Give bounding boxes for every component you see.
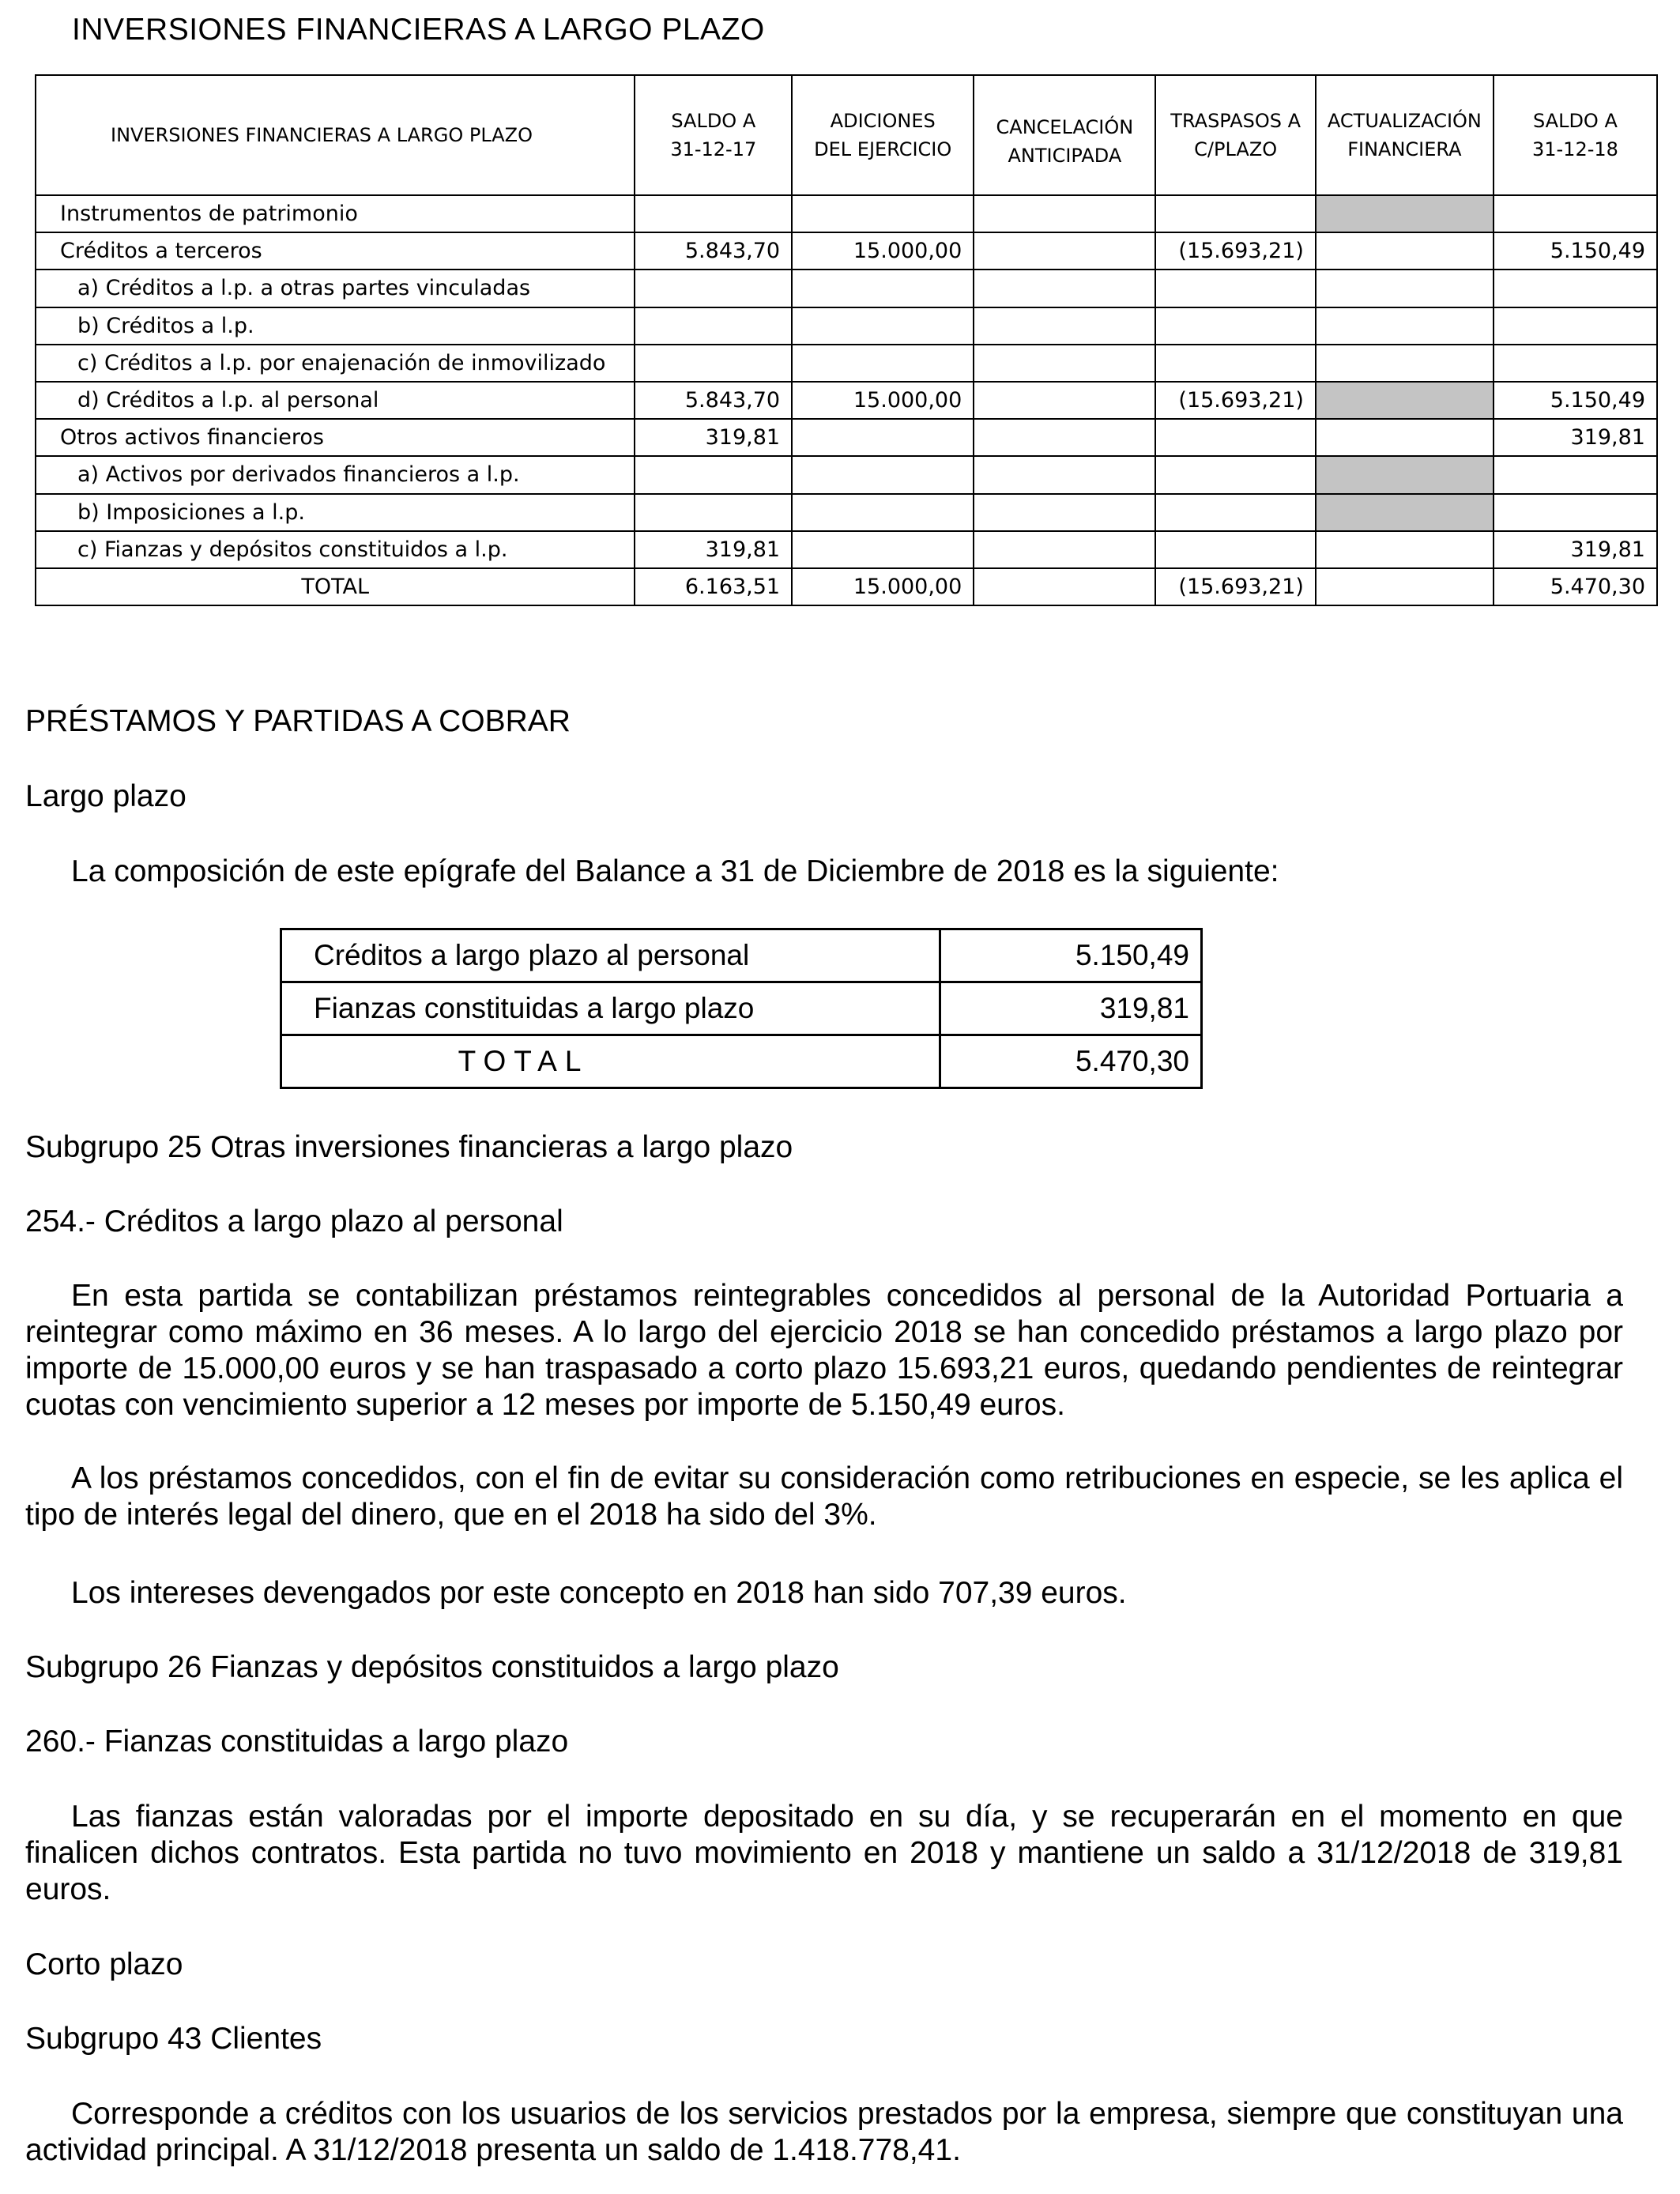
cell-adiciones: 15.000,00: [792, 232, 974, 270]
header-traspasos: TRASPASOS A C/PLAZO: [1155, 75, 1315, 195]
table-row: [36, 232, 1657, 270]
cell-cancelacion: [974, 382, 1155, 419]
total-label: TOTAL: [36, 568, 635, 605]
heading-corto-plazo: Corto plazo: [25, 1947, 183, 1981]
cell-saldo17: 5.843,70: [635, 232, 792, 270]
cell-traspasos: [1155, 307, 1315, 345]
cell-saldo18: 5.150,49: [1494, 232, 1657, 270]
heading-prestamos: PRÉSTAMOS Y PARTIDAS A COBRAR: [25, 704, 571, 738]
table-header-row: [36, 75, 1657, 195]
heading-largo-plazo: Largo plazo: [25, 779, 186, 813]
cell-saldo18: [1494, 494, 1657, 531]
cell-traspasos: [1155, 195, 1315, 232]
row-label: a) Créditos a l.p. a otras partes vinculadas: [36, 270, 635, 307]
cell-saldo17: [635, 195, 792, 232]
table-row: [36, 531, 1657, 568]
paragraph-clientes: Corresponde a créditos con los usuarios de los servicios prestados por la empresa, siempre que constituyan una actividad principal. A 31/12/2018 presenta un saldo de 1.418.778,41.: [25, 2097, 1623, 2167]
cell-cancelacion: [974, 307, 1155, 345]
cell-adiciones: [792, 270, 974, 307]
row-label: c) Fianzas y depósitos constituidos a l.p.: [36, 531, 635, 568]
table-row: [36, 456, 1657, 493]
cell-saldo18: [1494, 456, 1657, 493]
table-row: [36, 419, 1657, 456]
table-row: [36, 382, 1657, 419]
cell-saldo17: [635, 494, 792, 531]
heading-subgrupo43: Subgrupo 43 Clientes: [25, 2022, 322, 2056]
cell-cancelacion: [974, 232, 1155, 270]
cell-actualizacion: [1316, 307, 1494, 345]
heading-subgrupo26: Subgrupo 26 Fianzas y depósitos constituidos a largo plazo: [25, 1650, 839, 1684]
total-adiciones: 15.000,00: [792, 568, 974, 605]
cell-traspasos: (15.693,21): [1155, 232, 1315, 270]
total-saldo17: 6.163,51: [635, 568, 792, 605]
summary-total-value: 5.470,30: [940, 1035, 1202, 1088]
paragraph-interes-legal: A los préstamos concedidos, con el fin de evitar su consideración como retribuciones en especie, se les aplica el tipo de interés legal del dinero, que en el 2018 ha sido del 3%.: [25, 1461, 1623, 1532]
summary-total-row: [281, 1035, 1202, 1088]
cell-saldo18: [1494, 270, 1657, 307]
summary-row: [281, 982, 1202, 1035]
cell-actualizacion: [1316, 270, 1494, 307]
total-saldo18: 5.470,30: [1494, 568, 1657, 605]
section-title: INVERSIONES FINANCIERAS A LARGO PLAZO: [72, 13, 765, 47]
cell-adiciones: [792, 419, 974, 456]
cell-traspasos: [1155, 456, 1315, 493]
summary-label: Créditos a largo plazo al personal: [281, 929, 940, 982]
cell-cancelacion: [974, 531, 1155, 568]
header-cancelacion: CANCELACIÓN ANTICIPADA: [974, 75, 1155, 195]
summary-value: 5.150,49: [940, 929, 1202, 982]
heading-cuenta254: 254.- Créditos a largo plazo al personal: [25, 1204, 563, 1238]
summary-table: [280, 928, 1203, 1089]
cell-cancelacion: [974, 494, 1155, 531]
cell-saldo18: [1494, 307, 1657, 345]
table-row: [36, 307, 1657, 345]
cell-traspasos: [1155, 531, 1315, 568]
total-cancelacion: [974, 568, 1155, 605]
cell-saldo17: [635, 307, 792, 345]
summary-value: 319,81: [940, 982, 1202, 1035]
cell-saldo18: [1494, 345, 1657, 382]
cell-actualizacion: [1316, 382, 1494, 419]
row-label: b) Imposiciones a l.p.: [36, 494, 635, 531]
cell-actualizacion: [1316, 419, 1494, 456]
table-total-row: [36, 568, 1657, 605]
heading-cuenta260: 260.- Fianzas constituidas a largo plazo: [25, 1725, 569, 1759]
cell-saldo18: [1494, 195, 1657, 232]
cell-saldo18: 319,81: [1494, 419, 1657, 456]
cell-traspasos: [1155, 270, 1315, 307]
cell-saldo18: 5.150,49: [1494, 382, 1657, 419]
cell-traspasos: [1155, 419, 1315, 456]
cell-cancelacion: [974, 195, 1155, 232]
cell-traspasos: (15.693,21): [1155, 382, 1315, 419]
paragraph-fianzas: Las fianzas están valoradas por el importe depositado en su día, y se recuperarán en el momento en que finalicen dichos contratos. Esta partida no tuvo movimiento en 2018 y mantiene un saldo a 31/12/2018 de 319,81 euros.: [25, 1800, 1623, 1906]
total-traspasos: (15.693,21): [1155, 568, 1315, 605]
cell-adiciones: [792, 494, 974, 531]
paragraph-intereses-devengados: Los intereses devengados por este concepto en 2018 han sido 707,39 euros.: [71, 1576, 1127, 1610]
summary-label: Fianzas constituidas a largo plazo: [281, 982, 940, 1035]
cell-adiciones: [792, 531, 974, 568]
cell-actualizacion: [1316, 232, 1494, 270]
composicion-text: La composición de este epígrafe del Balance a 31 de Diciembre de 2018 es la siguiente:: [71, 854, 1279, 888]
summary-total-label: TOTAL: [281, 1035, 940, 1088]
cell-cancelacion: [974, 345, 1155, 382]
header-concept: INVERSIONES FINANCIERAS A LARGO PLAZO: [36, 75, 635, 195]
cell-actualizacion: [1316, 195, 1494, 232]
cell-saldo17: 319,81: [635, 419, 792, 456]
table-row: [36, 494, 1657, 531]
row-label: c) Créditos a l.p. por enajenación de inmovilizado: [36, 345, 635, 382]
cell-saldo17: [635, 456, 792, 493]
cell-adiciones: [792, 456, 974, 493]
cell-adiciones: [792, 195, 974, 232]
row-label: Otros activos financieros: [36, 419, 635, 456]
header-actualizacion: ACTUALIZACIÓN FINANCIERA: [1316, 75, 1494, 195]
cell-actualizacion: [1316, 456, 1494, 493]
header-adiciones: ADICIONES DEL EJERCICIO: [792, 75, 974, 195]
cell-cancelacion: [974, 270, 1155, 307]
cell-traspasos: [1155, 345, 1315, 382]
table-row: [36, 195, 1657, 232]
cell-adiciones: [792, 345, 974, 382]
cell-saldo17: 5.843,70: [635, 382, 792, 419]
row-label: b) Créditos a l.p.: [36, 307, 635, 345]
summary-row: [281, 929, 1202, 982]
header-saldo17: SALDO A 31-12-17: [635, 75, 792, 195]
row-label: Créditos a terceros: [36, 232, 635, 270]
cell-adiciones: [792, 307, 974, 345]
table-row: [36, 345, 1657, 382]
total-actualizacion: [1316, 568, 1494, 605]
cell-actualizacion: [1316, 345, 1494, 382]
cell-saldo17: 319,81: [635, 531, 792, 568]
row-label: Instrumentos de patrimonio: [36, 195, 635, 232]
investments-table: [35, 74, 1658, 606]
cell-cancelacion: [974, 419, 1155, 456]
header-saldo18: SALDO A 31-12-18: [1494, 75, 1657, 195]
row-label: d) Créditos a l.p. al personal: [36, 382, 635, 419]
heading-subgrupo25: Subgrupo 25 Otras inversiones financieras a largo plazo: [25, 1130, 793, 1164]
cell-saldo17: [635, 270, 792, 307]
paragraph-creditos-personal: En esta partida se contabilizan préstamos reintegrables concedidos al personal de la Autoridad Portuaria a reintegrar como máximo en 36 meses. A lo largo del ejercicio 2018 se han concedido préstamos a largo plazo por importe de 15.000,00 euros y se han traspasado a corto plazo 15.693,21 euros, quedando pendientes de reintegrar cuotas con vencimiento superior a 12 meses por importe de 5.150,49 euros.: [25, 1279, 1623, 1422]
cell-saldo17: [635, 345, 792, 382]
table-row: [36, 270, 1657, 307]
cell-cancelacion: [974, 456, 1155, 493]
cell-actualizacion: [1316, 531, 1494, 568]
row-label: a) Activos por derivados financieros a l.p.: [36, 456, 635, 493]
cell-traspasos: [1155, 494, 1315, 531]
cell-saldo18: 319,81: [1494, 531, 1657, 568]
cell-actualizacion: [1316, 494, 1494, 531]
cell-adiciones: 15.000,00: [792, 382, 974, 419]
